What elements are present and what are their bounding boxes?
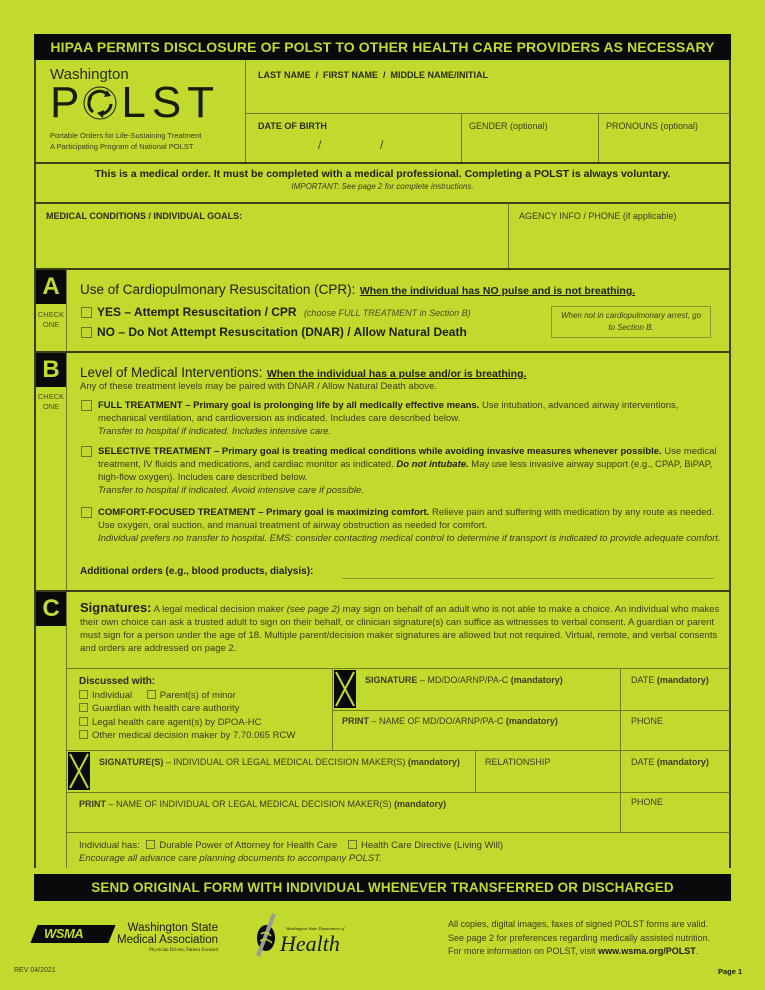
mandatory-tag: (mandatory)	[407, 757, 460, 767]
discussed-other[interactable]	[79, 729, 329, 743]
dob-field[interactable]	[258, 121, 453, 159]
name-label: LAST NAME / FIRST NAME / MIDDLE NAME/INITIAL	[258, 70, 488, 80]
encourage-note: Encourage all advance care planning documents to accompany POLST.	[79, 853, 382, 864]
section-b-intro: Any of these treatment levels may be paired with DNAR / Allow Natural Death above.	[80, 381, 437, 392]
section-a-title: Use of Cardiopulmonary Resuscitation (CPR):	[80, 282, 356, 297]
divider	[34, 202, 731, 204]
individual-print-desc: – NAME OF INDIVIDUAL OR LEGAL MEDICAL DECISION MAKER(S)	[106, 799, 395, 809]
revision-label: REV 04/2021	[14, 967, 56, 974]
other-checkbox[interactable]	[79, 730, 88, 739]
phone-label: PHONE	[631, 797, 664, 807]
divider	[66, 668, 730, 669]
wsma-name-1: Washington State	[127, 922, 218, 934]
directive-checkbox[interactable]	[348, 840, 357, 849]
section-a-heading	[80, 281, 720, 299]
individual-label: Individual	[92, 689, 133, 701]
full-treatment-note: Transfer to hospital if indicated. Includes intensive care.	[98, 426, 332, 437]
pronouns-field[interactable]	[606, 121, 726, 159]
gender-label: GENDER (optional)	[469, 121, 548, 131]
divider	[66, 832, 730, 833]
parent-checkbox[interactable]	[147, 690, 156, 699]
notice-sub: IMPORTANT: See page 2 for complete instructions.	[291, 182, 474, 191]
wsma-logo	[34, 922, 219, 958]
divider	[66, 792, 730, 793]
divider	[475, 750, 476, 792]
selective-treatment-checkbox[interactable]	[81, 446, 92, 457]
agency-label: AGENCY INFO / PHONE (if applicable)	[519, 211, 677, 221]
discussed-parent[interactable]	[147, 690, 236, 701]
logo-p: P	[50, 78, 80, 127]
individual-checkbox[interactable]	[79, 690, 88, 699]
section-a-check-one: CHECK ONE	[37, 310, 65, 329]
selective-treatment-desc: Use medical treatment, IV fluids and medications, and cardiac monitor as indicated.	[98, 446, 717, 470]
individual-signature-desc: – INDIVIDUAL OR LEGAL MEDICAL DECISION MAKER(S)	[163, 757, 408, 767]
dpoa-option[interactable]	[146, 840, 337, 851]
section-b-condition: When the individual has a pulse and/or is breathing.	[266, 368, 527, 380]
individual-has-label: Individual has:	[79, 840, 140, 851]
polst-logo	[50, 66, 240, 161]
full-treatment-checkbox[interactable]	[81, 400, 92, 411]
divider	[34, 268, 731, 270]
cpr-yes-checkbox[interactable]	[81, 307, 92, 318]
full-treatment-label: FULL TREATMENT – Primary goal is prolonging life by all medically effective means.	[98, 400, 480, 411]
guardian-checkbox[interactable]	[79, 703, 88, 712]
comfort-treatment-checkbox[interactable]	[81, 507, 92, 518]
section-b-hint	[551, 306, 711, 338]
divider	[34, 162, 731, 164]
section-c-text: A legal medical decision maker	[151, 604, 287, 615]
full-treatment-desc: Use intubation, advanced airway interventions, mechanical ventilation, and cardioversion as indicated. Includes care described below.	[98, 400, 679, 424]
notice-main: This is a medical order. It must be completed with a medical professional. Completing a POLST is always voluntary.	[94, 168, 671, 180]
logo-state: Washington	[50, 66, 129, 83]
discussed-individual[interactable]	[79, 690, 132, 701]
transfer-banner: SEND ORIGINAL FORM WITH INDIVIDUAL WHENEVER TRANSFERRED OR DISCHARGED	[34, 874, 731, 901]
discussed-agent[interactable]	[79, 716, 329, 730]
individual-signature-field[interactable]	[99, 757, 471, 789]
clinician-print-label: PRINT	[342, 716, 369, 726]
additional-orders-field[interactable]	[80, 566, 720, 577]
wsma-name-2: Medical Association	[117, 934, 218, 946]
mandatory-tag: (mandatory)	[510, 675, 563, 685]
agent-checkbox[interactable]	[79, 717, 88, 726]
date-label: DATE	[631, 757, 657, 767]
sign-here-x-icon	[334, 670, 356, 708]
mandatory-tag: (mandatory)	[394, 799, 447, 809]
individual-phone-field[interactable]	[631, 797, 726, 827]
conditions-label: MEDICAL CONDITIONS / INDIVIDUAL GOALS:	[46, 211, 243, 221]
clinician-print-desc: – NAME OF MD/DO/ARNP/PA-C	[369, 716, 506, 726]
logo-tagline-1: Portable Orders for Life-Sustaining Treatment	[50, 131, 202, 140]
dpoa-checkbox[interactable]	[146, 840, 155, 849]
logo-lst: LST	[121, 78, 221, 127]
date-label: DATE	[631, 675, 657, 685]
sign-here-x-icon	[68, 752, 90, 790]
other-label: Other medical decision maker by 7.70.065 RCW	[92, 730, 296, 741]
dob-separator: /	[380, 138, 384, 152]
clinician-print-field[interactable]	[342, 716, 617, 746]
section-c-title: Signatures:	[80, 600, 152, 615]
section-b-check-one: CHECK ONE	[37, 392, 65, 411]
pronouns-label: PRONOUNS (optional)	[606, 121, 699, 131]
doh-logo	[252, 912, 362, 958]
footer-info	[448, 918, 738, 959]
section-b-title: Level of Medical Interventions:	[80, 365, 263, 380]
comfort-treatment-desc: Relieve pain and suffering with medication by any route as needed. Use oxygen, oral suction, and manual treatment of airway obstruction as needed for comfort.	[98, 507, 715, 531]
discussed-with-label: Discussed with:	[79, 676, 156, 687]
divider	[332, 710, 730, 711]
individual-print-label: PRINT	[79, 799, 106, 809]
individual-date-field[interactable]	[631, 757, 726, 789]
cpr-yes-note: (choose FULL TREATMENT in Section B)	[303, 308, 471, 318]
dob-separator: /	[318, 138, 322, 152]
directive-label: Health Care Directive (Living Will)	[360, 840, 503, 851]
clinician-signature-desc: – MD/DO/ARNP/PA-C	[417, 675, 511, 685]
selective-treatment-label: SELECTIVE TREATMENT – Primary goal is treating medical conditions while avoiding invasive measures whenever possible.	[98, 446, 662, 457]
section-b-letter: B	[36, 353, 66, 387]
cpr-no-option[interactable]	[81, 325, 467, 339]
agency-info-field[interactable]	[519, 211, 724, 266]
section-c-text-2: may sign on behalf of an adult who is not able to make a choice. An individual who makes their own choice can ask a trusted adult to sign on their behalf, or clinician signature(s) can suffice as witnesses to verbal consent. A guardian or parent must sign for a person under the age of 18. Multiple parent/decision maker signatures are allowed but not required. Virtual, remote, and verbal consents and orders are addressed on page 2.	[80, 604, 720, 654]
wsma-mark-text: WSMA	[44, 926, 84, 941]
doh-emblem-icon	[252, 912, 280, 963]
divider	[508, 203, 509, 269]
mandatory-tag: (mandatory)	[656, 757, 709, 767]
mandatory-tag: (mandatory)	[505, 716, 558, 726]
cpr-no-label: NO – Do Not Attempt Resuscitation (DNAR) / Allow Natural Death	[97, 325, 467, 339]
clinician-phone-field[interactable]	[631, 716, 726, 746]
doh-health-text: Health	[280, 931, 340, 956]
footer-info-1: All copies, digital images, faxes of signed POLST forms are valid.	[448, 919, 708, 929]
divider	[66, 750, 730, 751]
phone-label: PHONE	[631, 716, 664, 726]
divider	[598, 113, 599, 163]
mandatory-tag: (mandatory)	[656, 675, 709, 685]
footer-info-3: For more information on POLST, visit	[448, 946, 599, 956]
additional-orders-label: Additional orders (e.g., blood products, dialysis):	[80, 566, 314, 577]
clinician-signature-field[interactable]	[365, 675, 615, 707]
name-field[interactable]	[258, 70, 718, 108]
divider	[34, 590, 731, 592]
do-not-intubate: Do not intubate.	[396, 459, 469, 470]
section-c-letter: C	[36, 592, 66, 626]
relationship-label: RELATIONSHIP	[485, 757, 551, 767]
advance-directives-row	[79, 839, 719, 865]
period: .	[695, 946, 699, 956]
cpr-yes-option[interactable]	[81, 305, 471, 319]
agent-label: Legal health care agent(s) by DPOA-HC	[92, 716, 262, 728]
logo-tagline-2: A Participating Program of National POLST	[50, 142, 194, 151]
comfort-treatment-label: COMFORT-FOCUSED TREATMENT – Primary goal is maximizing comfort.	[98, 507, 430, 518]
divider	[461, 113, 462, 163]
comfort-treatment-option[interactable]	[81, 506, 721, 545]
section-c-see-page: (see page 2)	[286, 604, 341, 615]
gender-field[interactable]	[469, 121, 594, 159]
wsma-tagline: Physician Driven, Patient Focused	[149, 948, 218, 953]
hipaa-banner: HIPAA PERMITS DISCLOSURE OF POLST TO OTHER HEALTH CARE PROVIDERS AS NECESSARY	[34, 34, 731, 60]
footer-info-2: See page 2 for preferences regarding medically assisted nutrition.	[448, 932, 711, 943]
relationship-field[interactable]	[485, 757, 615, 789]
full-treatment-option[interactable]	[81, 399, 721, 438]
individual-print-field[interactable]	[79, 799, 614, 829]
discussed-guardian[interactable]	[79, 702, 329, 716]
clinician-date-field[interactable]	[631, 675, 726, 707]
additional-orders-line[interactable]	[342, 578, 714, 579]
doh-small-text: Washington State Department of	[286, 926, 345, 931]
individual-signature-label: SIGNATURE(S)	[99, 757, 164, 767]
section-a-condition: When the individual has NO pulse and is not breathing.	[359, 285, 636, 297]
divider	[34, 351, 731, 353]
page-number: Page 1	[718, 967, 743, 976]
guardian-label: Guardian with health care authority	[92, 703, 240, 714]
frame-right	[729, 60, 731, 868]
section-a-letter: A	[36, 270, 66, 304]
section-c-intro	[80, 601, 723, 655]
medical-order-notice	[36, 168, 729, 191]
section-b-hint-text: When not in cardiopulmonary arrest, go to Section B.	[560, 311, 702, 332]
selective-treatment-desc-2: May use less invasive airway support (e.g., CPAP, BiPAP, high-flow oxygen). Includes care described below.	[98, 459, 713, 483]
dob-label: DATE OF BIRTH	[258, 121, 327, 131]
selective-treatment-option[interactable]	[81, 445, 721, 497]
divider	[332, 668, 333, 750]
directive-option[interactable]	[348, 840, 503, 851]
section-b-heading	[80, 364, 720, 382]
discussed-with-group	[79, 675, 329, 743]
comfort-treatment-note: Individual prefers no transfer to hospital. EMS: consider contacting medical control to determine if transport is indicated to provide adequate comfort.	[98, 533, 721, 544]
recycle-arrows-icon	[81, 84, 119, 122]
cpr-yes-label: YES – Attempt Resuscitation / CPR	[97, 305, 297, 319]
divider	[245, 113, 730, 114]
parent-label: Parent(s) of minor	[159, 689, 236, 701]
wsma-polst-link[interactable]: www.wsma.org/POLST	[598, 946, 696, 956]
cpr-no-checkbox[interactable]	[81, 327, 92, 338]
medical-conditions-field[interactable]	[46, 211, 501, 266]
dpoa-label: Durable Power of Attorney for Health Care	[159, 840, 338, 851]
gutter-divider	[66, 270, 67, 868]
clinician-signature-label: SIGNATURE	[365, 675, 418, 685]
divider	[245, 60, 246, 163]
selective-treatment-note: Transfer to hospital if indicated. Avoid intensive care if possible.	[98, 485, 364, 496]
